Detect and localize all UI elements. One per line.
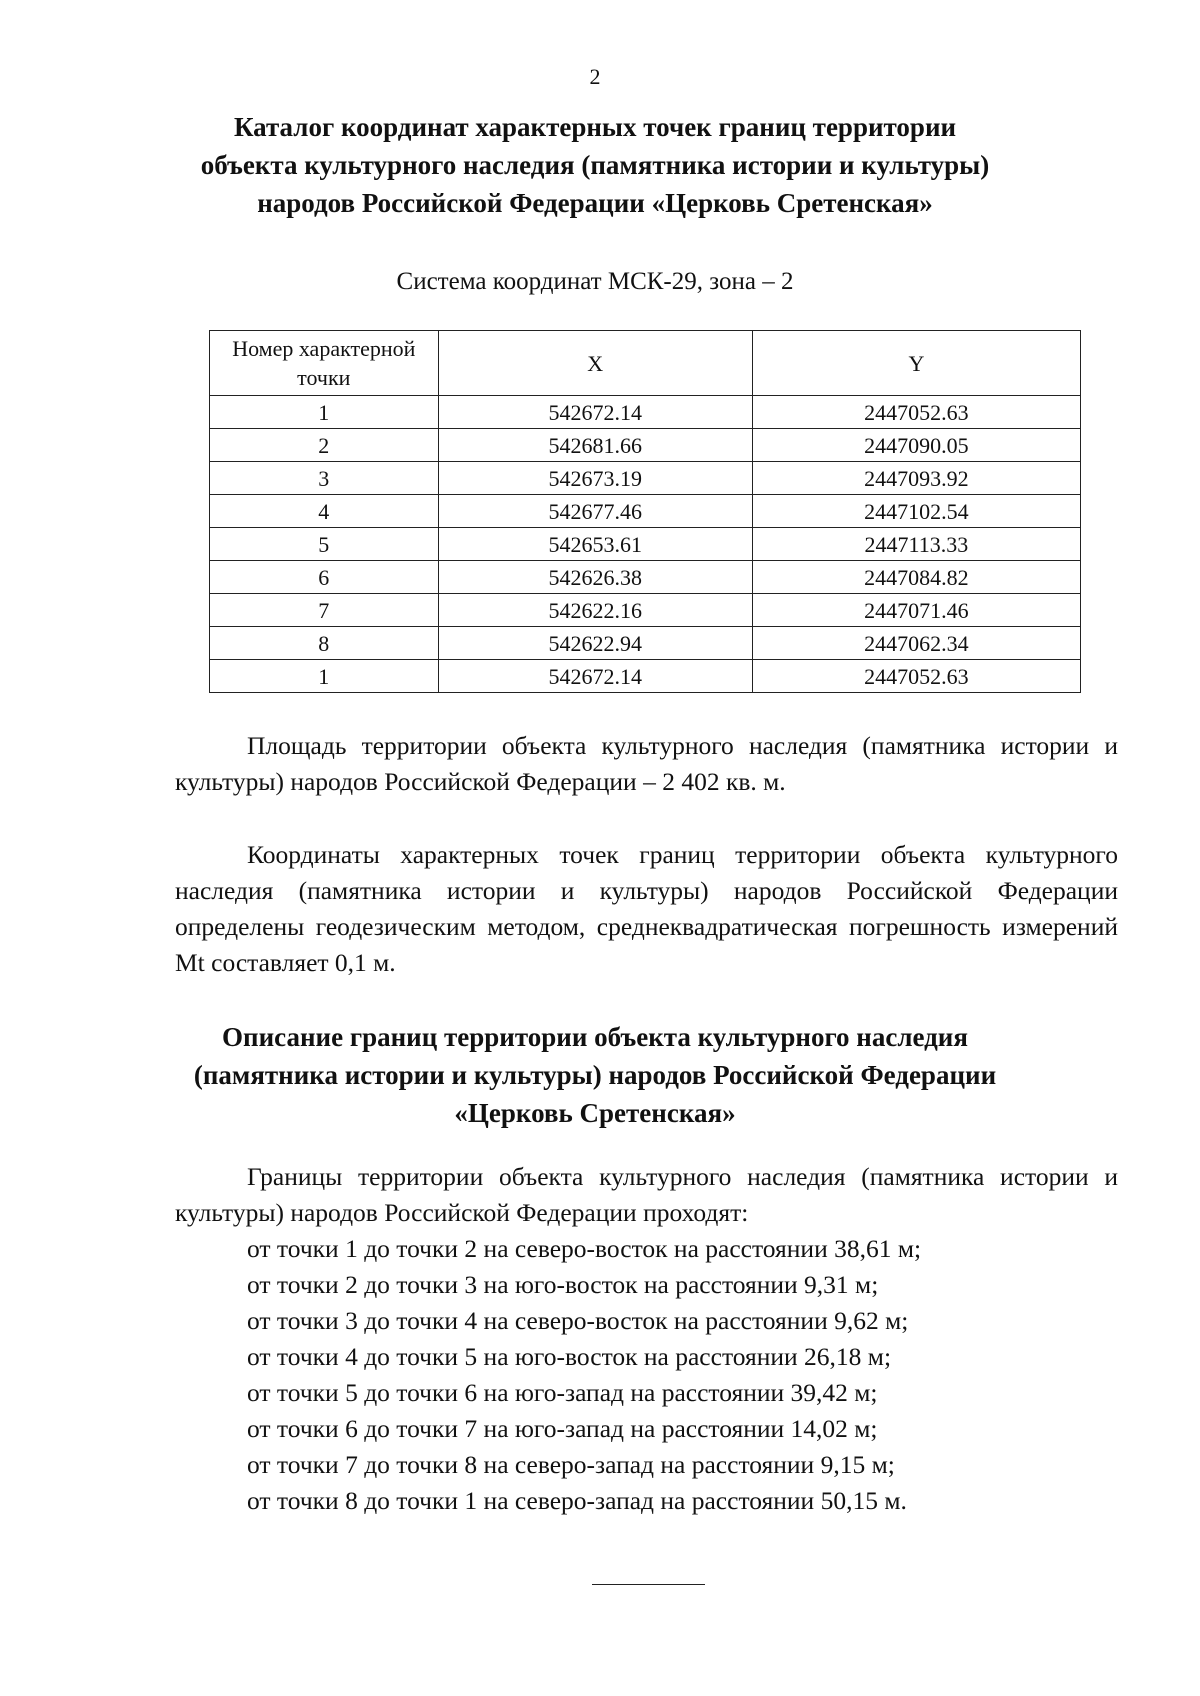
cell-x: 542677.46 <box>438 495 752 528</box>
catalog-title <box>140 108 1050 222</box>
cell-x: 542622.94 <box>438 627 752 660</box>
boundaries-intro: Границы территории объекта культурного наследия (памятника истории и культуры) народов Российской Федерации проходят: <box>175 1162 1118 1227</box>
method-paragraph: Координаты характерных точек границ территории объекта культурного наследия (памятника истории и культуры) народов Российской Федерации определены геодезическим методом, среднеквадратическая погрешность измерений Mt составляет 0,1 м. <box>175 840 1118 977</box>
header-y: Y <box>752 331 1080 396</box>
cell-x: 542653.61 <box>438 528 752 561</box>
cell-point: 7 <box>210 594 439 627</box>
table-row <box>210 594 1081 627</box>
table-row <box>210 396 1081 429</box>
cell-y: 2447062.34 <box>752 627 1080 660</box>
cell-y: 2447093.92 <box>752 462 1080 495</box>
description-title-line-2: (памятника истории и культуры) народов Российской Федерации <box>193 1060 997 1090</box>
cell-y: 2447102.54 <box>752 495 1080 528</box>
list-item: от точки 6 до точки 7 на юго-запад на расстоянии 14,02 м; <box>247 1414 878 1443</box>
cell-point: 6 <box>210 561 439 594</box>
cell-y: 2447084.82 <box>752 561 1080 594</box>
table-row <box>210 561 1081 594</box>
list-item: от точки 4 до точки 5 на юго-восток на расстоянии 26,18 м; <box>247 1342 892 1371</box>
list-item: от точки 7 до точки 8 на северо-запад на расстоянии 9,15 м; <box>247 1450 895 1479</box>
list-item: от точки 5 до точки 6 на юго-запад на расстоянии 39,42 м; <box>247 1378 878 1407</box>
cell-point: 4 <box>210 495 439 528</box>
table-header-row <box>210 331 1081 396</box>
catalog-title-line-1: Каталог координат характерных точек границ территории <box>233 112 957 142</box>
cell-y: 2447071.46 <box>752 594 1080 627</box>
cell-point: 1 <box>210 396 439 429</box>
table-row <box>210 462 1081 495</box>
coordinate-system-label: Система координат МСК-29, зона – 2 <box>396 268 794 295</box>
cell-y: 2447090.05 <box>752 429 1080 462</box>
list-item: от точки 8 до точки 1 на северо-запад на расстоянии 50,15 м. <box>247 1486 907 1515</box>
description-title-line-3: «Церковь Сретенская» <box>454 1098 736 1128</box>
cell-point: 8 <box>210 627 439 660</box>
page-number: 2 <box>589 64 601 89</box>
header-point-number-line-2: точки <box>297 365 351 390</box>
list-item: от точки 1 до точки 2 на северо-восток на расстоянии 38,61 м; <box>247 1234 922 1263</box>
area-paragraph: Площадь территории объекта культурного наследия (памятника истории и культуры) народов Российской Федерации – 2 402 кв. м. <box>175 731 1118 796</box>
catalog-title-line-2: объекта культурного наследия (памятника истории и культуры) <box>200 150 990 180</box>
cell-x: 542681.66 <box>438 429 752 462</box>
boundary-segments-list <box>247 1231 921 1519</box>
cell-y: 2447052.63 <box>752 660 1080 693</box>
table-row <box>210 660 1081 693</box>
cell-point: 2 <box>210 429 439 462</box>
catalog-title-line-3: народов Российской Федерации «Церковь Сретенская» <box>257 188 933 218</box>
cell-y: 2447052.63 <box>752 396 1080 429</box>
cell-x: 542672.14 <box>438 396 752 429</box>
cell-y: 2447113.33 <box>752 528 1080 561</box>
cell-x: 542673.19 <box>438 462 752 495</box>
description-title <box>140 1018 1050 1132</box>
end-divider <box>592 1584 705 1585</box>
list-item: от точки 3 до точки 4 на северо-восток на расстоянии 9,62 м; <box>247 1306 909 1335</box>
header-point-number <box>210 331 439 396</box>
cell-point: 5 <box>210 528 439 561</box>
cell-point: 1 <box>210 660 439 693</box>
cell-x: 542626.38 <box>438 561 752 594</box>
coordinates-table <box>209 330 1081 693</box>
table-row <box>210 429 1081 462</box>
cell-x: 542622.16 <box>438 594 752 627</box>
table-row <box>210 495 1081 528</box>
description-title-line-1: Описание границ территории объекта культурного наследия <box>222 1022 968 1052</box>
table-row <box>210 627 1081 660</box>
header-x: X <box>438 331 752 396</box>
table-row <box>210 528 1081 561</box>
header-point-number-line-1: Номер характерной <box>232 336 416 361</box>
cell-x: 542672.14 <box>438 660 752 693</box>
list-item: от точки 2 до точки 3 на юго-восток на расстоянии 9,31 м; <box>247 1270 879 1299</box>
cell-point: 3 <box>210 462 439 495</box>
